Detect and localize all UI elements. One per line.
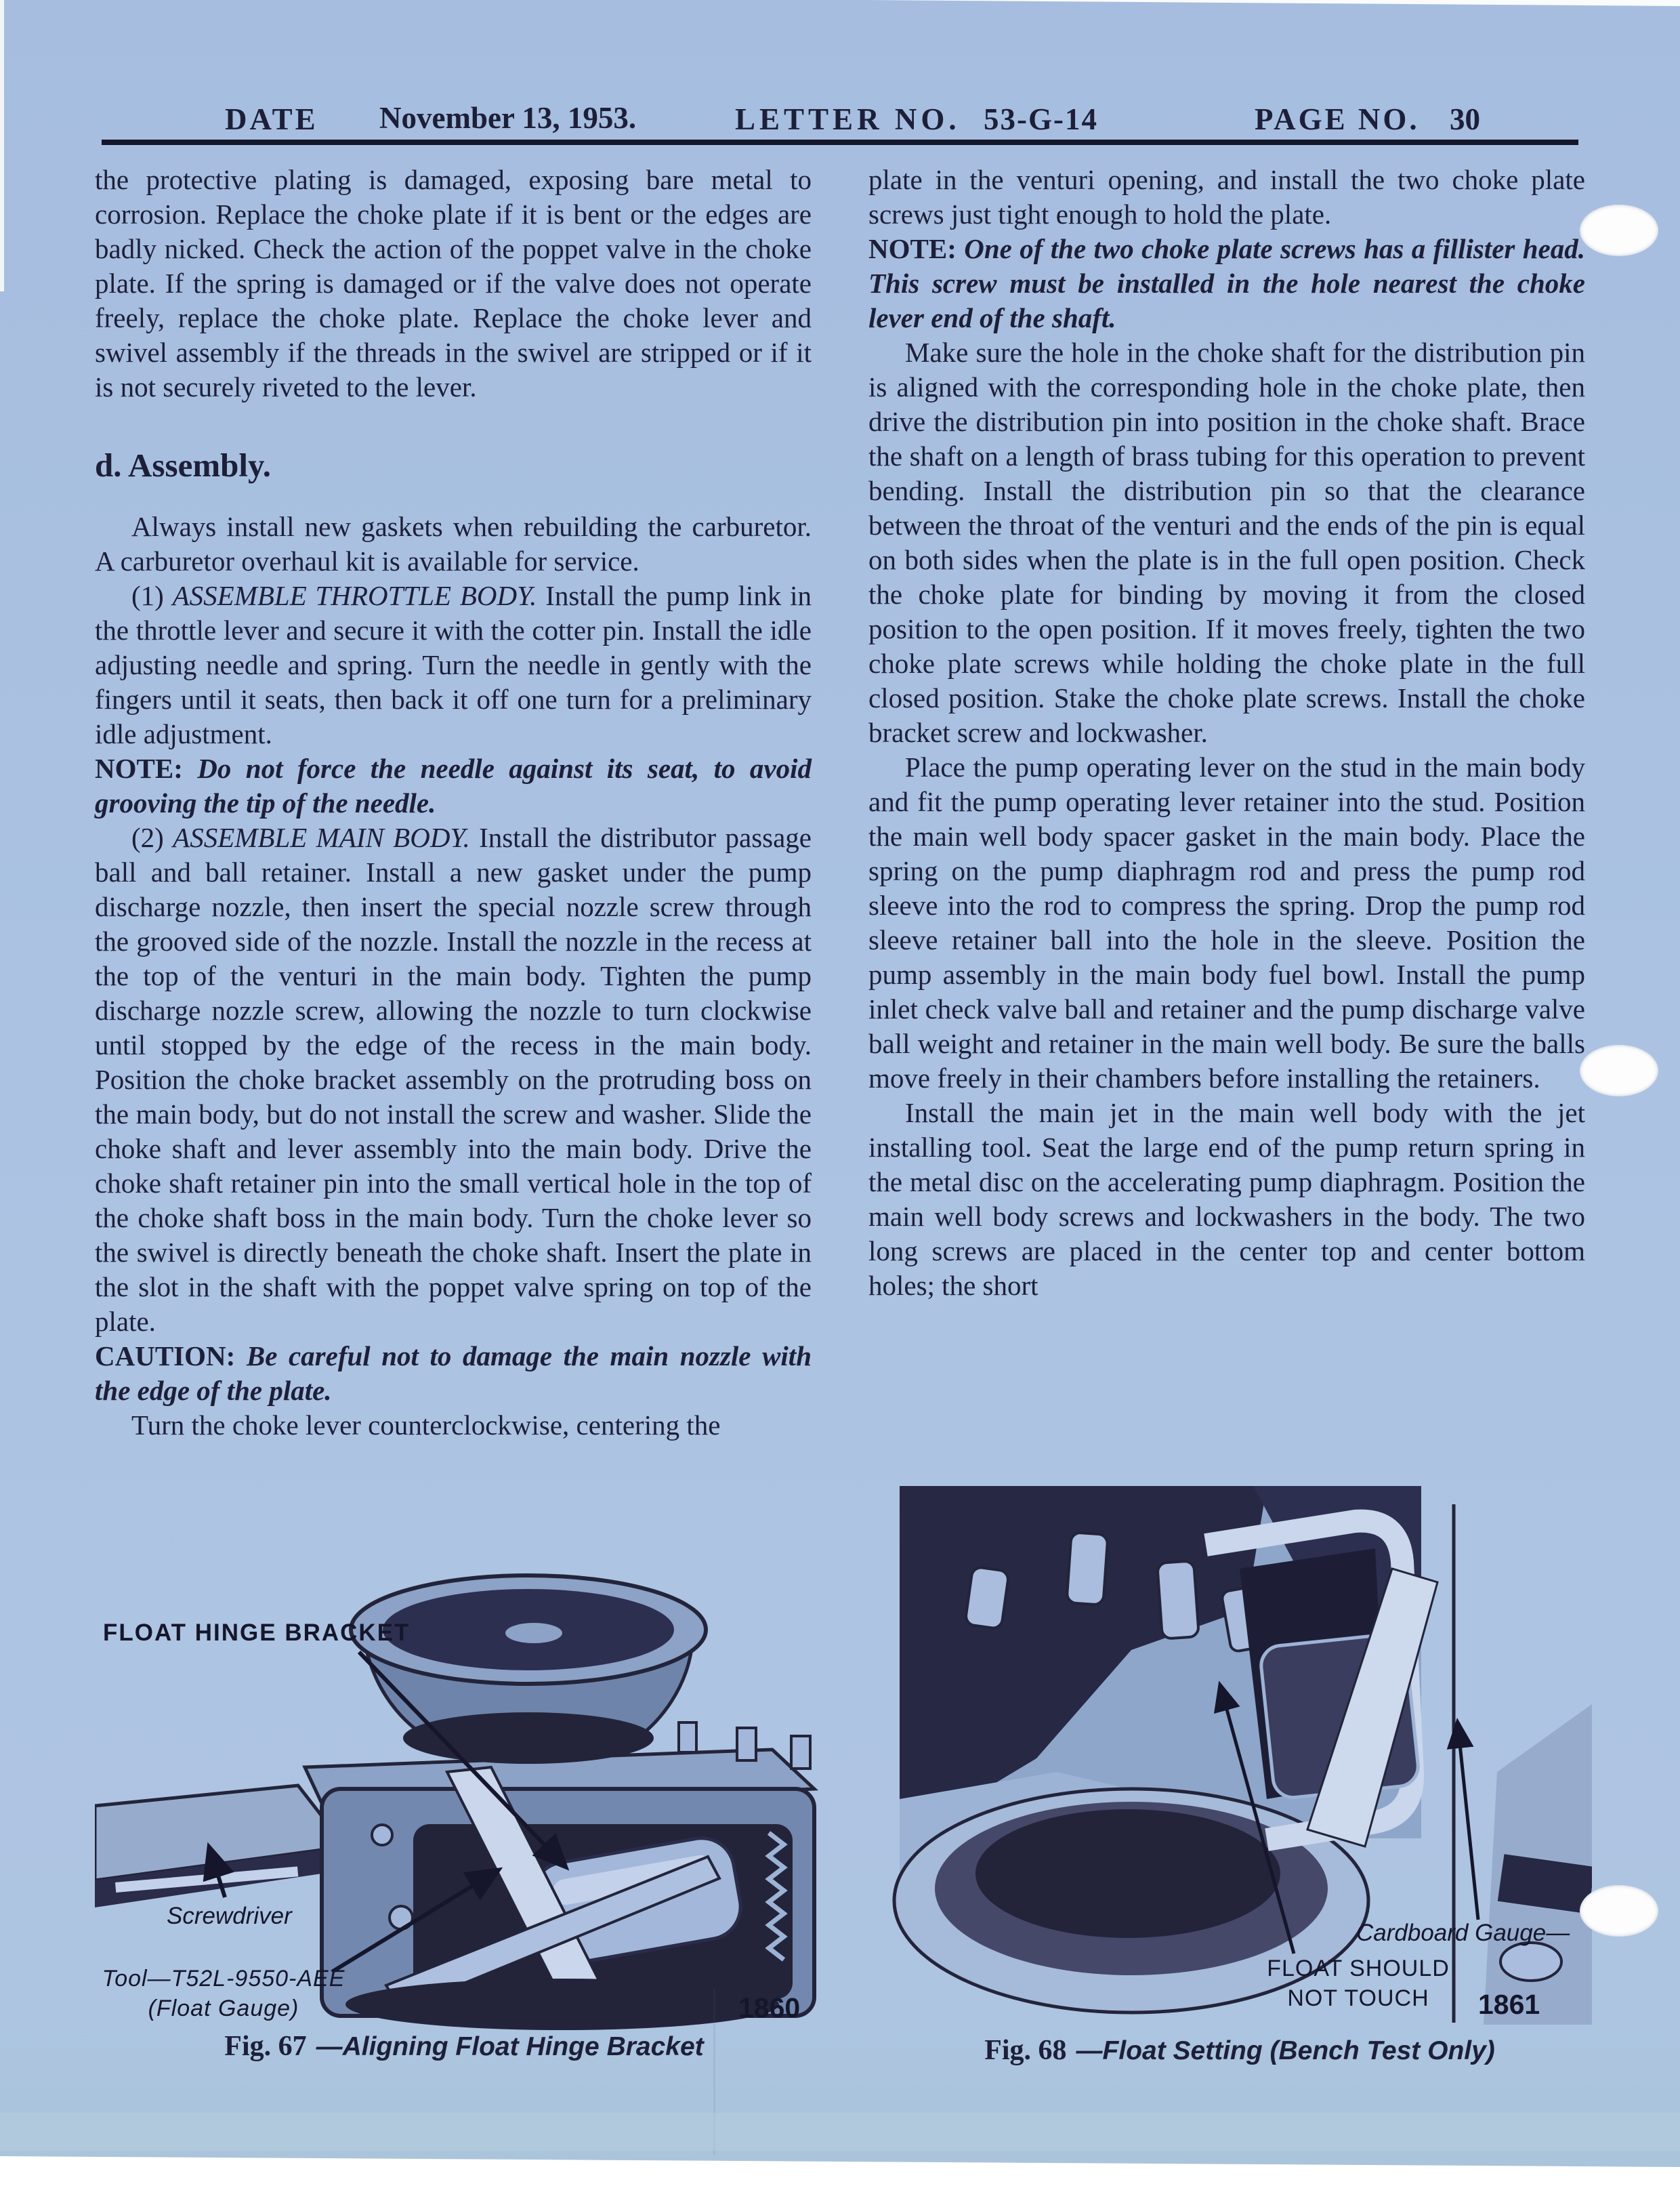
caution-paragraph	[95, 1339, 812, 1408]
caution-label: CAUTION:	[95, 1340, 247, 1371]
scan-edge-bottom	[0, 2147, 1680, 2188]
figure-67	[95, 1565, 833, 2040]
label-tool-line2: (Float Gauge)	[148, 1996, 299, 2021]
header-page-value: 30	[1450, 102, 1480, 136]
label-float-hinge-bracket: FLOAT HINGE BRACKET	[103, 1619, 411, 1646]
caption-text: —Float Setting (Bench Test Only)	[1076, 2036, 1495, 2065]
step-number: (2)	[131, 822, 173, 853]
paragraph-step-1	[95, 579, 812, 751]
caption-fig-number: Fig. 68	[984, 2035, 1067, 2066]
scan-edge-left	[0, 0, 4, 291]
hole-punch	[1580, 1885, 1658, 1937]
label-float-warning	[1257, 1954, 1460, 2013]
step-heading: ASSEMBLE THROTTLE BODY.	[172, 580, 546, 611]
header-letter-label: LETTER NO.	[735, 102, 961, 136]
header-page-label: PAGE NO.	[1255, 102, 1420, 136]
paragraph: Place the pump operating lever on the stud in the main body and fit the pump operating lever retainer into the stud. Position the main well body spacer gasket in the main body. Place the spring on the pump diaphragm rod and press the pump rod sleeve into the rod to compress the spring. Drop the pump rod sleeve retainer ball into the hole in the sleeve. Position the pump assembly in the main body fuel bowl. Install the pump inlet check valve ball and retainer and the pump discharge valve ball weight and retainer in the main well body. Be sure the balls move freely in their chambers before installing the retainers.	[868, 751, 1585, 1094]
paragraph-step-2	[95, 821, 812, 1339]
step-heading: ASSEMBLE MAIN BODY.	[173, 822, 480, 853]
note-paragraph	[868, 232, 1585, 335]
paragraph: Make sure the hole in the choke shaft for the distribution pin is aligned with the corresponding hole in the choke plate, then drive the distribution pin into position in the choke shaft. Brace the shaft on a length of brass tubing for this operation to prevent bending. Install the distribution pin so that the clearance between the throat of the venturi and the ends of the pin is equal on both sides when the plate is in the full open position. Check the choke plate for binding by moving it from the closed position to the open position. If it moves freely, tighten the two choke plate screws while holding the choke plate in the full closed position. Stake the choke plate screws. Install the choke bracket screw and lockwasher.	[868, 337, 1585, 748]
photo-number-1861: 1861	[1478, 1989, 1540, 2020]
label-screwdriver: Screwdriver	[167, 1903, 292, 1929]
caption-fig-number: Fig. 67	[224, 2031, 307, 2062]
label-tool-line1: Tool—T52L-9550-AEE	[102, 1966, 345, 1991]
caution-text: Be careful not to damage the main nozzle with the edge of the plate.	[95, 1340, 812, 1406]
paragraph: Turn the choke lever counterclockwise, centering the	[131, 1409, 721, 1441]
note-text: One of the two choke plate screws has a fillister head. This screw must be installed in the hole nearest the choke lever end of the shaft.	[868, 233, 1585, 333]
label-warning-line2: NOT TOUCH	[1287, 1985, 1429, 2011]
section-heading-assembly: d. Assembly.	[95, 447, 272, 484]
label-warning-line1: FLOAT SHOULD	[1267, 1956, 1450, 1981]
label-float-gauge-tool	[95, 1964, 352, 2023]
caption-text: —Aligning Float Hinge Bracket	[316, 2032, 704, 2061]
note-label: NOTE:	[95, 753, 198, 784]
note-paragraph	[95, 751, 812, 821]
label-cardboard-gauge: Cardboard Gauge—	[1356, 1920, 1570, 1946]
step-text: Install the distributor passage ball and ball retainer. Install a new gasket under the pump discharge nozzle, then insert the special nozzle screw through the grooved side of the nozzle. Install the nozzle in the recess at the top of the venturi in the main body. Tighten the pump discharge nozzle screw, allowing the nozzle to turn clockwise until stopped by the edge of the recess in the main body. Position the choke bracket assembly on the protruding boss on the main body, but do not install the screw and washer. Slide the choke shaft and lever assembly into the main body. Drive the choke shaft retainer pin into the small vertical hole in the top of the choke shaft boss in the main body. Turn the choke lever so the swivel is directly beneath the choke shaft. Insert the plate in the slot in the shaft with the poppet valve spring on top of the plate.	[95, 822, 812, 1337]
note-label: NOTE:	[868, 233, 965, 264]
right-column	[868, 163, 1585, 1303]
figure-67-caption	[95, 2030, 833, 2063]
paragraph: Always install new gaskets when rebuilding the carburetor. A carburetor overhaul kit is available for service.	[95, 511, 812, 577]
scan-edge-top	[867, 0, 1680, 6]
header-date-label: DATE	[225, 102, 318, 136]
figure-68-photo	[887, 1481, 1592, 2033]
header-date-value: November 13, 1953.	[379, 101, 637, 135]
figure-68	[887, 1481, 1592, 2033]
paragraph: plate in the venturi opening, and install the two choke plate screws just tight enough to hold the plate.	[868, 164, 1585, 230]
header-rule	[102, 140, 1578, 145]
left-column	[95, 163, 812, 1443]
paragraph: Install the main jet in the main well body with the jet installing tool. Seat the large end of the pump return spring in the metal disc on the accelerating pump diaphragm. Position the main well body screws and lockwashers in the body. The two long screws are placed in the center top and center bottom holes; the short	[868, 1097, 1585, 1301]
hole-punch	[1580, 205, 1658, 256]
photo-number-1860: 1860	[738, 1992, 801, 2023]
paragraph: the protective plating is damaged, exposing bare metal to corrosion. Replace the choke plate if it is bent or the edges are badly nicked. Check the action of the poppet valve in the choke plate. If the spring is damaged or if the valve does not operate freely, replace the choke plate. Replace the choke lever and swivel assembly if the threads in the swivel are stripped or if it is not securely riveted to the lever.	[95, 164, 812, 402]
step-number: (1)	[131, 580, 173, 611]
hole-punch	[1580, 1045, 1658, 1096]
arrow-cardboard-gauge	[1458, 1725, 1478, 1920]
step-text: Install the pump link in the throttle lever and secure it with the cotter pin. Install the idle adjusting needle and spring. Turn the needle in gently with the fingers until it seats, then back it off one turn for a preliminary idle adjustment.	[95, 580, 812, 749]
paper-bottom-band	[0, 2113, 1680, 2151]
header-letter-value: 53-G-14	[984, 102, 1098, 136]
note-text: Do not force the needle against its seat, to avoid grooving the tip of the needle.	[95, 753, 812, 819]
figure-68-caption	[887, 2034, 1592, 2067]
